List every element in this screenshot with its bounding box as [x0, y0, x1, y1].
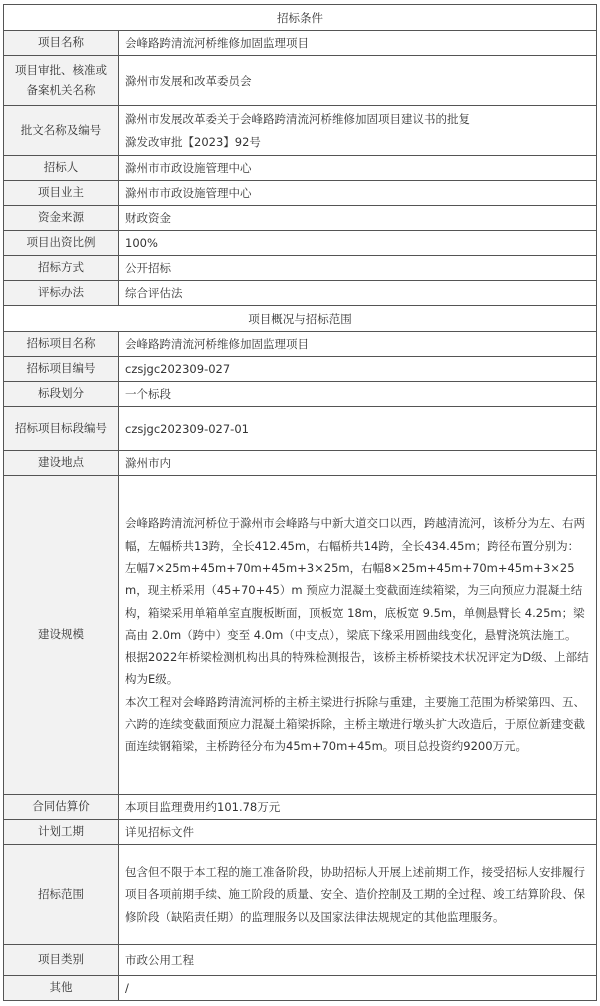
- row-label: 项目业主: [4, 181, 119, 206]
- table-row: [4, 795, 597, 820]
- row-value: 市政公用工程: [119, 945, 597, 976]
- row-value: 财政资金: [119, 206, 597, 231]
- table-row: [4, 281, 597, 306]
- table-row: [4, 256, 597, 281]
- scale-paragraph: 会峰路跨清流河桥位于滁州市会峰路与中新大道交口以西，跨越清流河，该桥分为左、右两幅，左幅桥共13跨，全长412.45m，右幅桥共14跨，全长434.45m；跨径布置分别为：左幅7×25m+45m+70m+45m+3×25m，右幅8×25m+45m+70m+45m+3×25m，现主桥采用（45+70+45）m 预应力混凝土变截面连续箱梁，为三向预应力混凝土结构，箱梁采用单箱单室直腹板断面，顶板宽 18m，底板宽 9.5m，单侧悬臂长 4.25m；梁高由 2.0m（跨中）变至 4.0m（中支点），梁底下缘采用圆曲线变化，悬臂浇筑法施工。: [125, 516, 585, 642]
- row-value: czsjgc202309-027: [119, 357, 597, 382]
- row-label: 项目类别: [4, 945, 119, 976]
- table-row: [4, 56, 597, 106]
- table-row: [4, 945, 597, 976]
- row-label: 合同估算价: [4, 795, 119, 820]
- row-value: 会峰路跨清流河桥维修加固监理项目: [119, 332, 597, 357]
- section-header-row: [4, 306, 597, 332]
- table-row: [4, 106, 597, 156]
- table-row: [4, 845, 597, 945]
- construction-scale-text: [119, 476, 597, 795]
- row-value: 包含但不限于本工程的施工准备阶段，协助招标人开展上述前期工作，接受招标人安排履行项目各项前期手续、施工阶段的质量、安全、造价控制及工期的全过程、竣工结算阶段、保修阶段（缺陷责任期）的监理服务以及国家法律法规规定的其他监理服务。: [119, 845, 597, 945]
- section-header-row: [4, 5, 597, 31]
- table-row: [4, 451, 597, 476]
- row-value: /: [119, 976, 597, 1001]
- row-label: 招标方式: [4, 256, 119, 281]
- row-value: 滁州市发展和改革委员会: [119, 56, 597, 106]
- row-value: 滁州市市政设施管理中心: [119, 156, 597, 181]
- table-row: [4, 476, 597, 795]
- row-label: 招标项目标段编号: [4, 407, 119, 451]
- row-label: 建设规模: [4, 476, 119, 795]
- row-label: 资金来源: [4, 206, 119, 231]
- row-label: 招标人: [4, 156, 119, 181]
- table-row: [4, 156, 597, 181]
- row-label: 项目出资比例: [4, 231, 119, 256]
- scale-paragraph: 本次工程对会峰路跨清流河桥的主桥主梁进行拆除与重建，主要施工范围为桥梁第四、五、六跨的连续变截面预应力混凝土箱梁拆除，主桥主墩进行墩头扩大改造后，于原位新建变截面连续钢箱梁，主桥跨径分布为45m+70m+45m。项目总投资约9200万元。: [125, 694, 585, 754]
- table-row: [4, 31, 597, 56]
- row-value: 公开招标: [119, 256, 597, 281]
- table-row: [4, 407, 597, 451]
- table-row: [4, 231, 597, 256]
- row-value: 详见招标文件: [119, 820, 597, 845]
- table-row: [4, 181, 597, 206]
- table-row: [4, 206, 597, 231]
- table-row: [4, 382, 597, 407]
- row-label: 招标范围: [4, 845, 119, 945]
- row-value: 滁州市市政设施管理中心: [119, 181, 597, 206]
- scale-paragraph: 根据2022年桥梁检测机构出具的特殊检测报告，该桥主桥桥梁技术状况评定为D级、上部结构为E级。: [125, 650, 589, 687]
- row-value: [119, 106, 597, 156]
- row-value: 综合评估法: [119, 281, 597, 306]
- table-row: [4, 820, 597, 845]
- row-label: 招标项目编号: [4, 357, 119, 382]
- row-value: 一个标段: [119, 382, 597, 407]
- row-label: 评标办法: [4, 281, 119, 306]
- row-label: 项目名称: [4, 31, 119, 56]
- row-value: 会峰路跨清流河桥维修加固监理项目: [119, 31, 597, 56]
- section-title-bid-conditions: 招标条件: [4, 5, 597, 31]
- row-label: 批文名称及编号: [4, 106, 119, 156]
- approval-doc-name: 滁州市发展改革委关于会峰路跨清流河桥维修加固项目建议书的批复: [125, 112, 470, 127]
- table-row: [4, 357, 597, 382]
- row-value: czsjgc202309-027-01: [119, 407, 597, 451]
- row-value: 100%: [119, 231, 597, 256]
- row-label: 计划工期: [4, 820, 119, 845]
- row-label: 建设地点: [4, 451, 119, 476]
- bid-announcement-table: [3, 4, 597, 1001]
- row-label: 项目审批、核准或备案机关名称: [4, 56, 119, 106]
- approval-doc-number: 滁发改审批【2023】92号: [125, 134, 261, 149]
- row-value: 本项目监理费用约101.78万元: [119, 795, 597, 820]
- table-row: [4, 332, 597, 357]
- section-title-project-overview: 项目概况与招标范围: [4, 306, 597, 332]
- row-label: 其他: [4, 976, 119, 1001]
- row-label: 标段划分: [4, 382, 119, 407]
- row-value: 滁州市内: [119, 451, 597, 476]
- table-row: [4, 976, 597, 1001]
- row-label: 招标项目名称: [4, 332, 119, 357]
